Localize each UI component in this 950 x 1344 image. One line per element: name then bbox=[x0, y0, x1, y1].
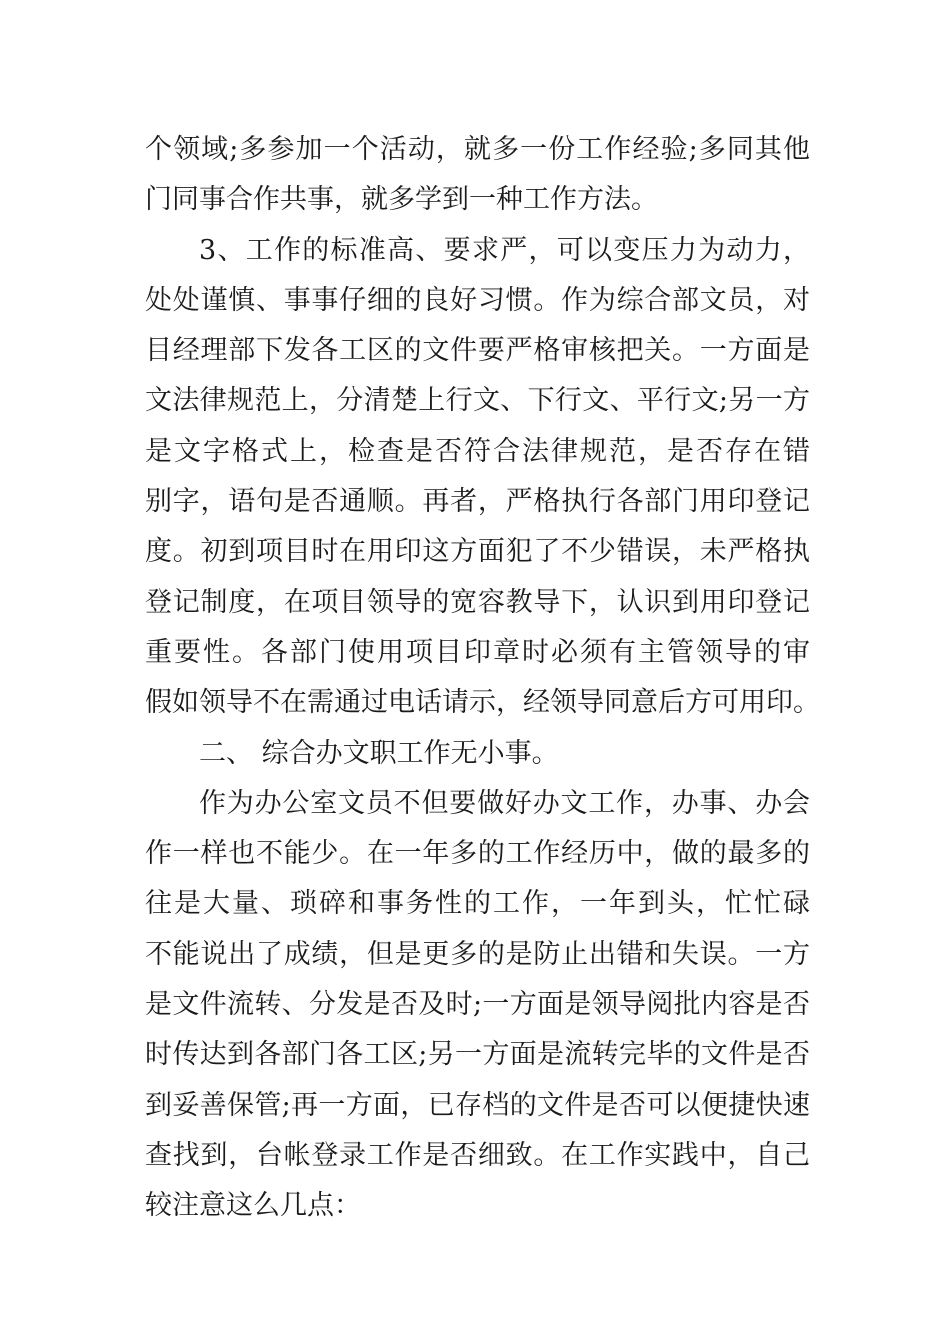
text-line: 是文件流转、分发是否及时;一方面是领导阅批内容是否 bbox=[145, 989, 810, 1021]
text-line: 作为办公室文员不但要做好办文工作，办事、办会 bbox=[199, 787, 810, 819]
section-heading: 二、 综合办文职工作无小事。 bbox=[199, 737, 559, 769]
text-line: 到妥善保管;再一方面，已存档的文件是否可以便捷快速 bbox=[145, 1089, 810, 1121]
text-line: 不能说出了成绩，但是更多的是防止出错和失误。一方 bbox=[145, 938, 810, 970]
text-line: 处处谨慎、事事仔细的良好习惯。作为综合部文员，对 bbox=[145, 284, 810, 316]
text-line: 度。初到项目时在用印这方面犯了不少错误，未严格执 bbox=[145, 536, 810, 568]
text-line: 3、工作的标准高、要求严，可以变压力为动力， bbox=[199, 234, 810, 266]
body-text bbox=[145, 125, 820, 1232]
text-line: 别字，语句是否通顺。再者，严格执行各部门用印登记 bbox=[145, 486, 810, 518]
text-line: 假如领导不在需通过电话请示，经领导同意后方可用印。 bbox=[145, 687, 820, 719]
text-line: 重要性。各部门使用项目印章时必须有主管领导的审 bbox=[145, 636, 810, 668]
text-line: 是文字格式上，检查是否符合法律规范，是否存在错 bbox=[145, 435, 810, 467]
text-line: 门同事合作共事，就多学到一种工作方法。 bbox=[145, 184, 658, 216]
text-line: 往是大量、琐碎和事务性的工作，一年到头，忙忙碌 bbox=[145, 888, 810, 920]
text-line: 时传达到各部门各工区;另一方面是流转完毕的文件是否 bbox=[145, 1039, 810, 1071]
text-line: 作一样也不能少。在一年多的工作经历中，做的最多的 bbox=[145, 838, 810, 870]
text-line: 查找到，台帐登录工作是否细致。在工作实践中，自己 bbox=[145, 1139, 810, 1171]
text-line: 文法律规范上，分清楚上行文、下行文、平行文;另一方 bbox=[145, 385, 810, 417]
text-line: 较注意这么几点： bbox=[145, 1190, 361, 1222]
text-line: 个领域;多参加一个活动，就多一份工作经验;多同其他 bbox=[145, 134, 810, 165]
text-line: 登记制度，在项目领导的宽容教导下，认识到用印登记 bbox=[145, 586, 810, 618]
text-line: 目经理部下发各工区的文件要严格审核把关。一方面是 bbox=[145, 335, 810, 367]
